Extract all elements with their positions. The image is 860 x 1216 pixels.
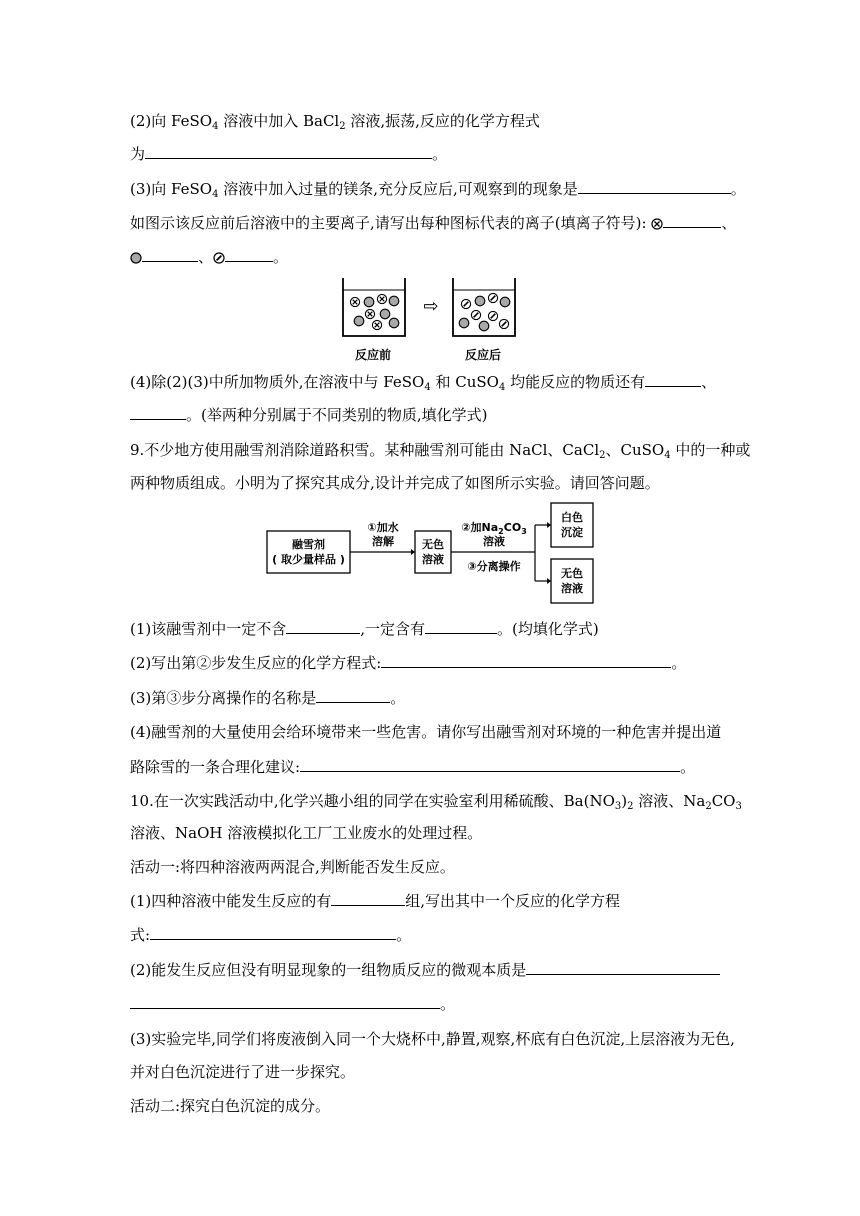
q8-part4-line1: (4)除(2)(3)中所加物质外,在溶液中与 FeSO$_4$ 和 CuSO$_4$ 均能反应的物质还有 、 [130,373,717,393]
q10-part2-line2: 。 [130,994,455,1014]
flow-step1-label: ①加水 溶解 [367,521,399,548]
answer-blank[interactable] [316,688,390,703]
q10-stem-line2: 溶液、NaOH 溶液模拟化工厂工业废水的处理过程。 [130,824,483,842]
q10-activity1: 活动一:将四种溶液两两混合,判断能否发生反应。 [130,858,455,876]
beaker-after [453,278,515,336]
flow-box-sample: 融雪剂 ( 取少量样品 ) [272,538,345,566]
answer-blank[interactable] [645,372,701,387]
q8-part2-line2: 为 。 [130,145,448,163]
flow-box-colorless-filtrate: 无色 溶液 [561,567,583,595]
q10-activity2: 活动二:探究白色沉淀的成分。 [130,1097,331,1115]
slashed-ion-icon [213,252,225,264]
q9-part2: (2)写出第②步发生反应的化学方程式: 。 [130,654,687,672]
answer-blank[interactable] [286,619,360,634]
q9-part1: (1)该融雪剂中一定不含 ,一定含有 。(均填化学式) [130,620,599,638]
answer-blank[interactable] [331,891,405,906]
answer-blank[interactable] [578,179,731,194]
q9-stem-line1: 9.不少地方使用融雪剂消除道路积雪。某种融雪剂可能由 NaCl、CaCl$_2$、CuSO$_4$ 中的一种或 [130,441,751,461]
reaction-arrow: ⇨ [423,296,439,317]
answer-blank[interactable] [145,144,432,159]
q10-stem-line1: 10.在一次实践活动中,化学兴趣小组的同学在实验室利用稀硫酸、$Ba(NO_3)_2$ 溶液、$Na_2CO_3$ [130,792,742,812]
q8-part4-line2: 。(举两种分别属于不同类别的物质,填化学式) [130,405,487,425]
answer-blank[interactable] [130,405,186,420]
q9-part3: (3)第③步分离操作的名称是 。 [130,689,406,707]
beaker-figure [335,274,525,366]
q10-part1-line2: 式: 。 [130,926,412,944]
beaker-before [343,278,405,336]
flow-box-white-precipitate: 白色 沉淀 [561,511,583,539]
answer-blank[interactable] [381,653,671,668]
q10-part3-line1: (3)实验完毕,同学们将废液倒入同一个大烧杯中,静置,观察,杯底有白色沉淀,上层溶液为无色, [130,1030,735,1048]
q10-part2-line1: (2)能发生反应但没有明显现象的一组物质反应的微观本质是 [130,960,720,980]
answer-blank[interactable] [142,247,198,262]
answer-blank[interactable] [300,757,680,772]
q8-part3-line1: (3)向 FeSO$_4$ 溶液中加入过量的镁条,充分反应后,可观察到的现象是 。 [130,180,746,200]
q9-part4-line2: 路除雪的一条合理化建议: 。 [130,758,696,776]
q8-part3-line2: 如图示该反应前后溶液中的主要离子,请写出每种图标代表的离子(填离子符号): 、 [130,214,737,232]
q8-part2-line1: (2)向 FeSO$_4$ 溶液中加入 BaCl$_2$ 溶液,振荡,反应的化学方程式 [130,112,540,132]
q10-part3-line2: 并对白色沉淀进行了进一步探究。 [130,1063,356,1081]
label-after: 反应后 [465,348,502,362]
answer-blank[interactable] [225,247,273,262]
flow-step2-label: ②加$Na_2CO_3$ 溶液 [461,521,527,548]
answer-blank[interactable] [663,213,721,228]
q9-part4-line1: (4)融雪剂的大量使用会给环境带来一些危害。请你写出融雪剂对环境的一种危害并提出道 [130,723,722,741]
flowchart [265,500,600,606]
q8-part3-line3: 、 。 [130,247,288,267]
answer-blank[interactable] [425,619,497,634]
q10-part1-line1: (1)四种溶液中能发生反应的有 组,写出其中一个反应的化学方程 [130,892,621,910]
label-before: 反应前 [355,348,392,362]
q9-stem-line2: 两种物质组成。小明为了探究其成分,设计并完成了如图所示实验。请回答问题。 [130,474,660,492]
crossed-ion-icon [651,218,663,230]
flow-box-colorless-solution: 无色 溶液 [422,538,444,566]
beaker-diagram [335,274,525,344]
answer-blank[interactable] [150,925,396,940]
answer-blank[interactable] [526,960,720,975]
answer-blank[interactable] [130,994,440,1009]
flow-step3-label: ③分离操作 [467,560,521,573]
gray-ion-icon [130,252,142,264]
